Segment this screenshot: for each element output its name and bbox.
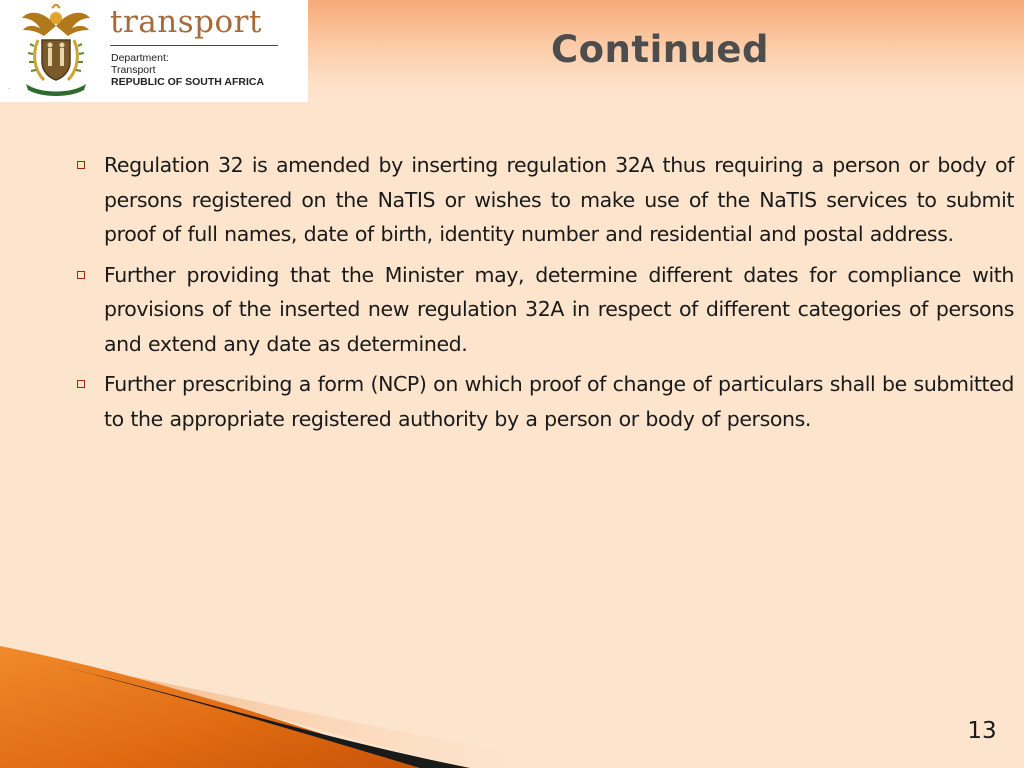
bullet-text: Further prescribing a form (NCP) on which proof of change of particulars shall be submitted to the appropriate registered authority by a person or body of persons. — [104, 372, 1014, 431]
bullet-list — [74, 148, 1014, 442]
logo-wordmark: transport — [110, 4, 262, 40]
square-bullet-icon — [77, 271, 85, 279]
slide-title: Continued — [550, 28, 770, 71]
logo-divider — [110, 45, 278, 46]
footer-swoosh-decoration — [0, 640, 1024, 768]
bullet-item — [74, 148, 1014, 252]
coat-of-arms-icon — [18, 4, 94, 96]
square-bullet-icon — [77, 161, 85, 169]
bullet-item — [74, 367, 1014, 436]
bullet-text: Regulation 32 is amended by inserting regulation 32A thus requiring a person or body of persons registered on the NaTIS or wishes to make use of the NaTIS services to submit proof of full names, date of birth, identity number and residential and postal address. — [104, 153, 1014, 246]
logo-department-text — [111, 52, 301, 88]
header-logo-area — [0, 0, 308, 102]
square-bullet-icon — [77, 380, 85, 388]
logo-department-line2: Transport — [111, 64, 156, 76]
logo-country: REPUBLIC OF SOUTH AFRICA — [111, 76, 265, 88]
logo-department-line1: Department: — [111, 52, 169, 64]
bullet-text: Further providing that the Minister may, determine different dates for compliance with provisions of the inserted new regulation 32A in respect of different categories of persons and extend any date as determined. — [104, 262, 1014, 356]
bullet-item — [74, 258, 1014, 362]
page-number: 13 — [967, 718, 997, 744]
dot-mark: . — [8, 84, 10, 91]
